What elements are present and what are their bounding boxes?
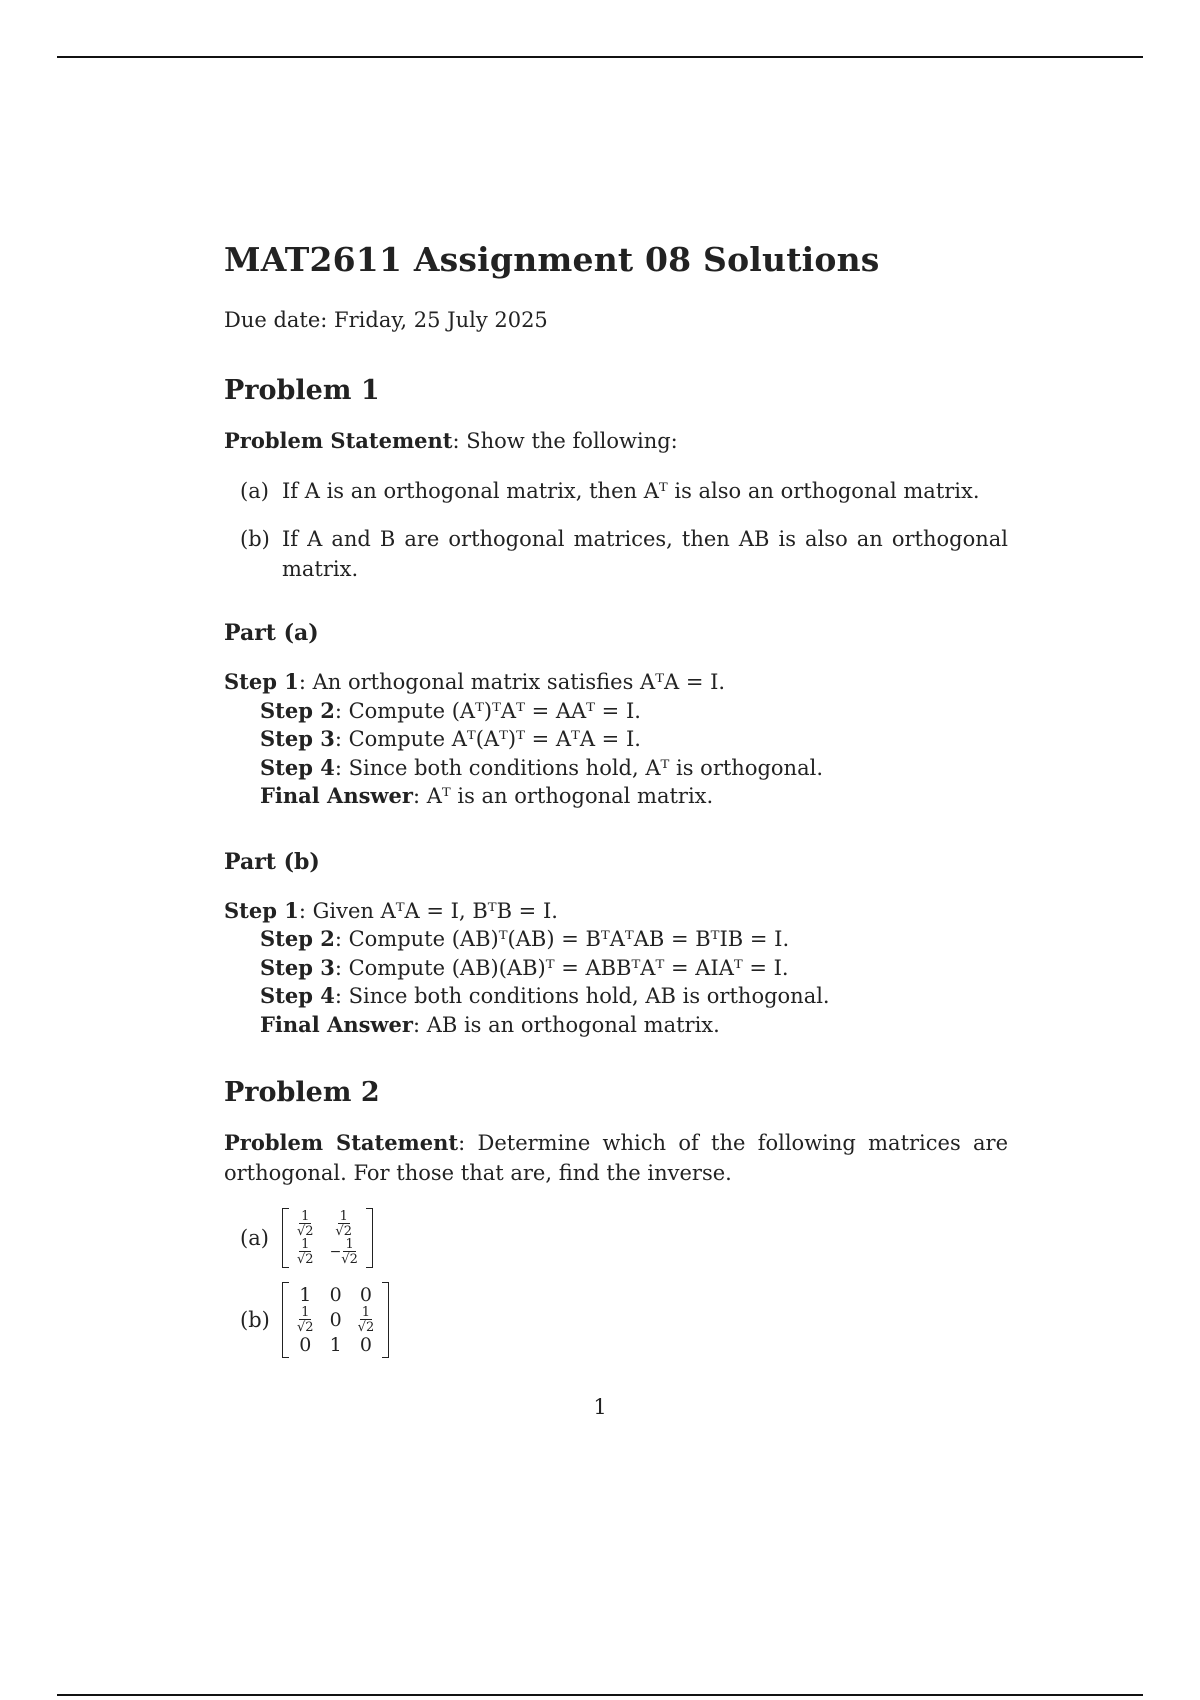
document-title: MAT2611 Assignment 08 Solutions <box>224 240 880 279</box>
list-item <box>224 476 1008 506</box>
matrix-cell: 1 <box>329 1334 342 1356</box>
matrix-cell: $\frac{1}{√2}$ <box>297 1237 314 1267</box>
step-line <box>224 668 1008 697</box>
step-text: : Compute Aᵀ(Aᵀ)ᵀ = AᵀA = I. <box>334 727 641 751</box>
step-line <box>224 725 1008 754</box>
step-line <box>224 897 1008 926</box>
step-label: Step 1 <box>224 669 299 694</box>
step-text: : Given AᵀA = I, BᵀB = I. <box>298 898 558 923</box>
matrix-a-row <box>224 1208 1008 1268</box>
matrix-cell: $\frac{1}{√2}$ <box>297 1305 314 1335</box>
problem2-statement-label: Problem Statement <box>224 1130 459 1155</box>
step-label: Step 3 <box>260 954 335 980</box>
right-bracket <box>382 1282 389 1358</box>
step-line <box>224 925 1008 954</box>
matrix-a-grid <box>289 1208 366 1268</box>
step-label: Step 4 <box>260 754 335 780</box>
step-line <box>224 754 1008 783</box>
item-label: (a) <box>240 479 269 503</box>
part-a-steps <box>224 668 1008 811</box>
problem1-items <box>224 476 1008 584</box>
matrix-a-label: (a) <box>240 1226 269 1250</box>
left-bracket <box>282 1208 289 1268</box>
step-label: Step 4 <box>260 983 335 1008</box>
left-bracket <box>282 1282 289 1358</box>
final-answer-label: Final Answer <box>260 1011 413 1037</box>
matrix-cell: 0 <box>329 1309 342 1331</box>
footer-rule <box>57 1694 1143 1696</box>
step-text: : Compute (AB)ᵀ(AB) = BᵀAᵀAB = BᵀIB = I. <box>334 927 790 951</box>
step-label: Step 2 <box>260 697 335 723</box>
matrix-b <box>282 1282 389 1358</box>
problem1-statement-text: : Show the following: <box>452 429 678 453</box>
matrix-cell: 1 <box>299 1284 312 1306</box>
right-bracket <box>366 1208 373 1268</box>
matrix-cell: $\frac{1}{√2}$ <box>335 1209 352 1239</box>
problem2-heading: Problem 2 <box>224 1077 380 1108</box>
problem2-statement <box>224 1128 1008 1188</box>
step-label: Step 1 <box>224 897 299 923</box>
due-date: Due date: Friday, 25 July 2025 <box>224 308 548 332</box>
final-answer-line <box>224 782 1008 811</box>
step-text: : Since both conditions hold, AB is orthogonal. <box>334 984 830 1008</box>
step-text: : An orthogonal matrix satisfies AᵀA = I. <box>298 670 726 694</box>
matrix-cell: $\frac{1}{√2}$ <box>297 1209 314 1239</box>
matrix-b-grid <box>289 1282 382 1358</box>
matrix-cell: − $\frac{1}{√2}$ <box>329 1237 358 1267</box>
part-b-heading: Part (b) <box>224 848 320 875</box>
matrix-cell: 0 <box>359 1284 372 1306</box>
step-line <box>224 697 1008 726</box>
matrix-b-label: (b) <box>240 1308 270 1332</box>
problem2-statement-text: : Determine which of the following matrices are orthogonal. For those that are, find the inverse. <box>224 1131 1009 1185</box>
step-label: Step 2 <box>260 926 335 951</box>
part-a-heading: Part (a) <box>224 620 319 646</box>
document-body <box>224 240 1008 1372</box>
final-answer-label: Final Answer <box>260 783 413 808</box>
matrix-a <box>282 1208 373 1268</box>
step-text: : Compute (Aᵀ)ᵀAᵀ = AAᵀ = I. <box>334 698 641 723</box>
item-label: (b) <box>240 527 270 551</box>
item-text: If A and B are orthogonal matrices, then AB is also an orthogonal matrix. <box>282 527 1008 581</box>
page-number: 1 <box>593 1395 607 1419</box>
final-answer-text: : AB is an orthogonal matrix. <box>412 1012 720 1037</box>
problem1-heading: Problem 1 <box>224 375 380 406</box>
matrix-cell: $\frac{1}{√2}$ <box>357 1305 375 1335</box>
matrix-b-row <box>224 1282 1008 1358</box>
item-text: If A is an orthogonal matrix, then Aᵀ is also an orthogonal matrix. <box>282 479 980 503</box>
step-line <box>224 954 1008 983</box>
step-line <box>224 982 1008 1011</box>
list-item <box>224 524 1008 584</box>
part-b-steps <box>224 897 1008 1040</box>
step-text: : Since both conditions hold, Aᵀ is orthogonal. <box>334 755 823 780</box>
matrix-cell: 0 <box>299 1334 312 1356</box>
problem1-statement-label: Problem Statement <box>224 428 453 453</box>
header-rule <box>57 56 1143 58</box>
step-text: : Compute (AB)(AB)ᵀ = ABBᵀAᵀ = AIAᵀ = I. <box>334 955 789 980</box>
matrix-cell: 0 <box>359 1334 372 1356</box>
matrix-cell: 0 <box>329 1284 342 1306</box>
final-answer-text: : Aᵀ is an orthogonal matrix. <box>412 784 714 808</box>
step-label: Step 3 <box>260 726 335 751</box>
problem1-statement <box>224 426 1008 456</box>
final-answer-line <box>224 1011 1008 1040</box>
